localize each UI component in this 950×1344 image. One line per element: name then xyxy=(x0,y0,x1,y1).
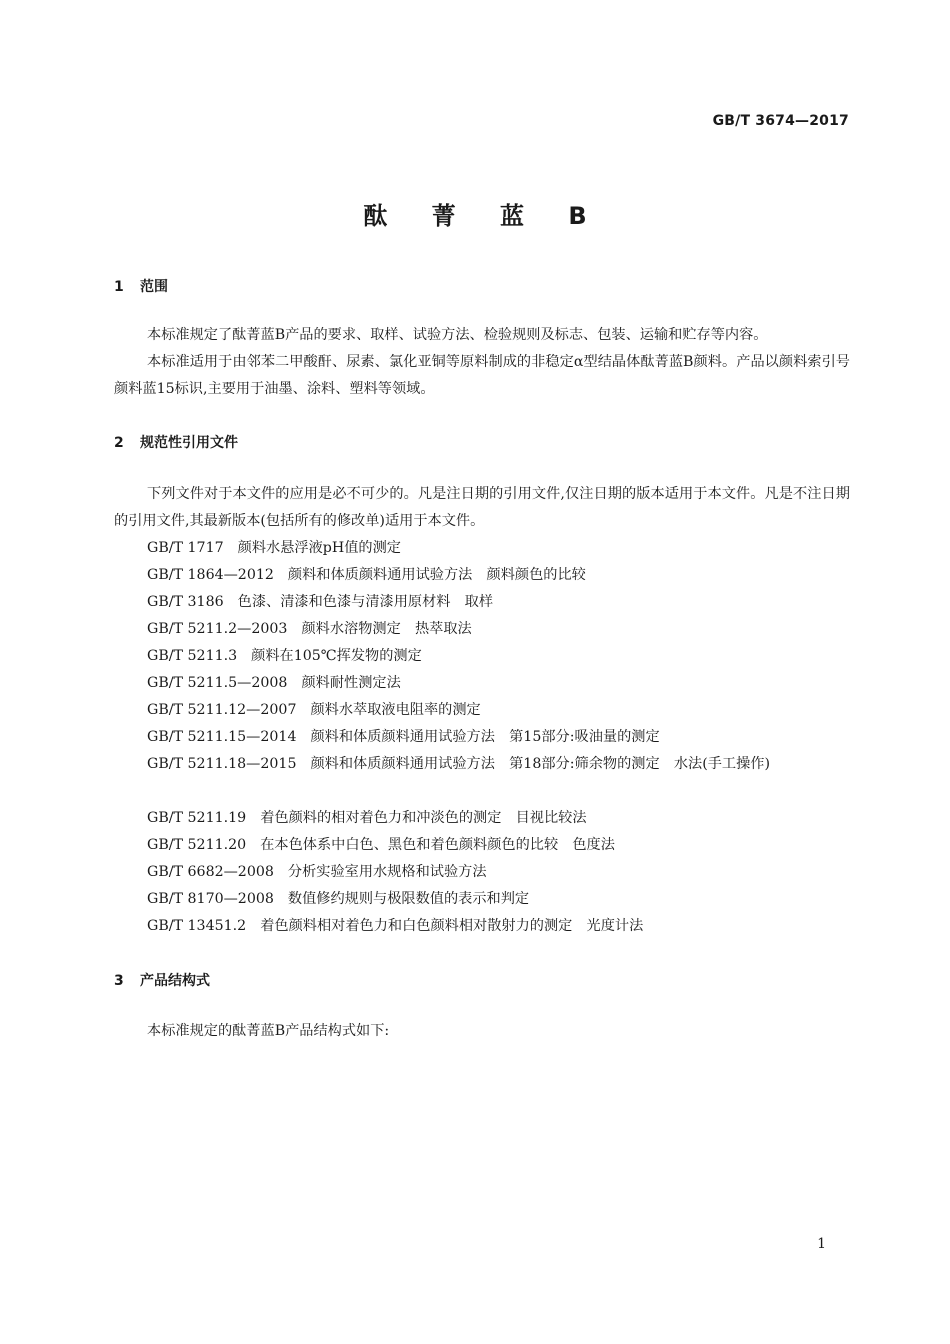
structural-formula-intro: 本标准规定的酞菁蓝B产品结构式如下: xyxy=(147,1023,390,1039)
reference-title: 颜料和体质颜料通用试验方法 颜料颜色的比较 xyxy=(287,567,586,583)
reference-title: 颜料和体质颜料通用试验方法 第15部分:吸油量的测定 xyxy=(310,729,660,745)
reference-title: 颜料在105℃挥发物的测定 xyxy=(251,648,422,664)
section-title: 范围 xyxy=(140,279,168,295)
section-number: 3 xyxy=(114,973,124,989)
reference-code: GB/T 5211.2—2003 xyxy=(147,621,288,637)
reference-item xyxy=(147,670,850,697)
reference-code: GB/T 5211.5—2008 xyxy=(147,675,288,691)
reference-item xyxy=(147,697,850,724)
section-heading-structural-formula xyxy=(114,970,210,990)
reference-code: GB/T 5211.20 xyxy=(147,837,247,853)
reference-code: GB/T 1864—2012 xyxy=(147,567,274,583)
reference-title: 分析实验室用水规格和试验方法 xyxy=(287,864,487,880)
scope-paragraph: 本标准规定了酞菁蓝B产品的要求、取样、试验方法、检验规则及标志、包装、运输和贮存等内容。 xyxy=(147,327,768,343)
references-intro: 下列文件对于本文件的应用是必不可少的。凡是注日期的引用文件,仅注日期的版本适用于本文件。凡是不注日期的引用文件,其最新版本(包括所有的修改单)适用于本文件。 xyxy=(114,486,850,529)
reference-code: GB/T 6682—2008 xyxy=(147,864,274,880)
reference-code: GB/T 3186 xyxy=(147,594,224,610)
document-title: 酞 菁 蓝 B xyxy=(363,202,605,230)
reference-item xyxy=(147,859,850,886)
section-heading-scope xyxy=(114,276,168,296)
reference-title: 颜料水悬浮液pH值的测定 xyxy=(237,540,401,556)
reference-item xyxy=(147,913,850,940)
reference-title: 着色颜料的相对着色力和冲淡色的测定 目视比较法 xyxy=(260,810,587,826)
reference-code: GB/T 5211.12—2007 xyxy=(147,702,297,718)
reference-title: 在本色体系中白色、黑色和着色颜料颜色的比较 色度法 xyxy=(260,837,615,853)
reference-title: 颜料水溶物测定 热萃取法 xyxy=(301,621,472,637)
reference-code: GB/T 1717 xyxy=(147,540,224,556)
reference-title: 颜料耐性测定法 xyxy=(301,675,401,691)
reference-title: 颜料和体质颜料通用试验方法 第18部分:筛余物的测定 水法(手工操作) xyxy=(310,756,771,772)
section-number: 1 xyxy=(114,279,124,295)
reference-item xyxy=(147,589,850,616)
section-title: 规范性引用文件 xyxy=(140,435,238,451)
reference-code: GB/T 5211.19 xyxy=(147,810,247,826)
reference-item xyxy=(147,616,850,643)
reference-item xyxy=(114,751,850,778)
section-number: 2 xyxy=(114,435,124,451)
reference-title: 着色颜料相对着色力和白色颜料相对散射力的测定 光度计法 xyxy=(260,918,644,934)
section-heading-normative-references xyxy=(114,432,238,452)
reference-item xyxy=(147,832,850,859)
reference-code: GB/T 5211.15—2014 xyxy=(147,729,297,745)
page-number: 1 xyxy=(817,1236,826,1252)
reference-item xyxy=(147,643,850,670)
reference-item xyxy=(147,724,850,751)
reference-code: GB/T 13451.2 xyxy=(147,918,247,934)
reference-title: 色漆、清漆和色漆与清漆用原材料 取样 xyxy=(237,594,494,610)
section-title: 产品结构式 xyxy=(140,973,210,989)
reference-item xyxy=(147,805,850,832)
reference-item xyxy=(147,535,850,562)
reference-code: GB/T 8170—2008 xyxy=(147,891,274,907)
reference-title: 数值修约规则与极限数值的表示和判定 xyxy=(287,891,530,907)
reference-code: GB/T 5211.3 xyxy=(147,648,238,664)
reference-item xyxy=(147,562,850,589)
reference-title: 颜料水萃取液电阻率的测定 xyxy=(310,702,481,718)
reference-code: GB/T 5211.18—2015 xyxy=(147,756,297,772)
standard-code: GB/T 3674—2017 xyxy=(712,113,849,129)
scope-paragraph: 本标准适用于由邻苯二甲酸酐、尿素、氯化亚铜等原料制成的非稳定α型结晶体酞菁蓝B颜料。产品以颜料索引号颜料蓝15标识,主要用于油墨、涂料、塑料等领域。 xyxy=(114,354,850,397)
reference-item xyxy=(147,886,850,913)
